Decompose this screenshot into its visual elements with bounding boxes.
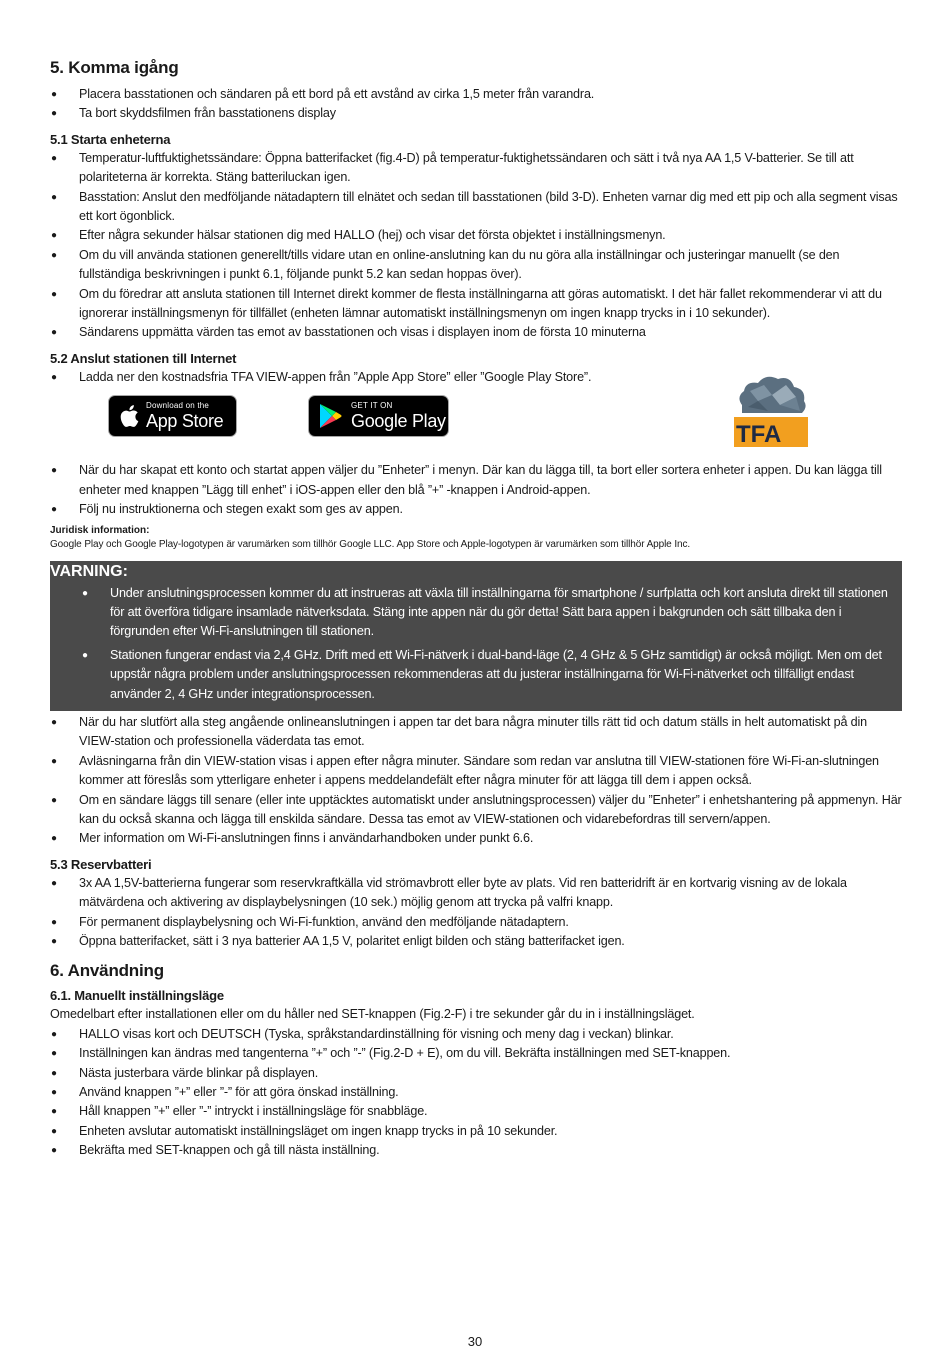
- tfa-logo-text: TFA: [736, 421, 782, 449]
- legal-title: Juridisk information:: [50, 524, 150, 536]
- section-5-list: [50, 85, 902, 124]
- list-item: ● HALLO visas kort och DEUTSCH (Tyska, språkstandardinställning för visning och meny dag i veckan) blinkar.: [50, 1025, 902, 1044]
- list-item: ● Basstation: Anslut den medföljande nätadaptern till elnätet och sedan till basstationen (bild 3-D). Enheten varnar dig med ett pip och alla segment visas ett kort ögonblick.: [50, 188, 902, 227]
- app-store-badge[interactable]: [108, 395, 237, 437]
- list-item: ● 3x AA 1,5V-batterierna fungerar som reservkraftkälla vid strömavbrott eller byte av plats. Vid ren batteridrift är en kortvarig visning av de lokala mätvärdena och aktivering av displaybelysningen (10 sek.) möjlig genom att trycka på valfri knapp.: [50, 874, 902, 913]
- list-item: ● För permanent displaybelysning och Wi-Fi-funktion, använd den medföljande nätadaptern.: [50, 913, 902, 932]
- list-item: ● När du har skapat ett konto och startat appen väljer du ”Enheter” i menyn. Där kan du lägga till, ta bort eller sortera enheter i appen. Du kan lägga till enheter med knappen ”Lägg till enhet” i iOS-appen eller den blå ”+” -knappen i Android-appen.: [50, 461, 902, 500]
- section-6-1-title: 6.1. Manuellt inställningsläge: [50, 988, 224, 1004]
- list-item: ● När du har slutfört alla steg angående onlineanslutningen i appen tar det bara några minuter tills rätt tid och datum ställs in helt automatiskt på din VIEW-station och professionella väderdata tas emot.: [50, 713, 902, 752]
- list-item: ● Efter några sekunder hälsar stationen dig med HALLO (hej) och visar det första objektet i inställningsmenyn.: [50, 226, 902, 245]
- app-store-small-label: Download on the: [146, 401, 210, 411]
- list-item: ● Nästa justerbara värde blinkar på displayen.: [50, 1064, 902, 1083]
- section-6-1-list: [50, 1025, 902, 1161]
- list-item: ● Öppna batterifacket, sätt i 3 nya batterier AA 1,5 V, polaritet enligt bilden och stäng batterifacket igen.: [50, 932, 902, 951]
- list-item: ● Mer information om Wi-Fi-anslutningen finns i användarhandboken under punkt 6.6.: [50, 829, 902, 848]
- list-item: ● Under anslutningsprocessen kommer du att instrueras att växla till inställningarna för smartphone / surfplatta och kort ansluta direkt till stationen för att överföra tidigare insamlade nätverksdata. Stäng inte appen när du gör detta! Sätt bara appen i bakgrunden och sätt tillbaka den i förgrunden efter Wi-Fi-anslutningen till stationen.: [50, 584, 902, 642]
- list-item: ● Håll knappen ”+” eller ”-” intryckt i inställningsläge för snabbläge.: [50, 1102, 902, 1121]
- list-item: ● Om en sändare läggs till senare (eller inte upptäcktes automatiskt under anslutningsprocessen) väljer du ”Enheter” i enhetshantering på appmenyn. Här kan du också skanna och lägga till enskilda sändare. Dessa tas emot av VIEW-stationen och vidarebefordras till servern/appen.: [50, 791, 902, 830]
- section-5-1-list: [50, 149, 902, 343]
- section-6-1-intro: Omedelbart efter installationen eller om du håller ned SET-knappen (Fig.2-F) i tre sekunder går du in i inställningsläget.: [50, 1007, 695, 1022]
- legal-text: Google Play och Google Play-logotypen är varumärken som tillhör Google LLC. App Store och Apple-logotypen är varumärken som tillhör Apple Inc.: [50, 538, 691, 550]
- list-item: ● Använd knappen ”+” eller ”-” för att göra önskad inställning.: [50, 1083, 902, 1102]
- list-item: ● Temperatur-luftfuktighetssändare: Öppna batterifacket (fig.4-D) på temperatur-fuktighetssändaren och sätt i två nya AA 1,5 V-batterier. Se till att polariteterna är korrekta. Stäng batteriluckan igen.: [50, 149, 902, 188]
- list-item: ● Sändarens uppmätta värden tas emot av basstationen och visas i displayen inom de första 10 minuterna: [50, 323, 902, 342]
- google-play-small-label: GET IT ON: [351, 401, 393, 411]
- list-item: ● Följ nu instruktionerna och stegen exakt som ges av appen.: [50, 500, 902, 519]
- google-play-logo-icon: [319, 403, 343, 429]
- after-warning-list: [50, 713, 902, 849]
- page-number: 30: [467, 1334, 483, 1349]
- list-item: ● Placera basstationen och sändaren på ett bord på ett avstånd av cirka 1,5 meter från varandra.: [50, 85, 902, 104]
- section-5-2-list-continued: [50, 461, 902, 519]
- section-5-3-title: 5.3 Reservbatteri: [50, 856, 152, 872]
- app-store-label: App Store: [146, 411, 224, 432]
- list-item: ● Avläsningarna från din VIEW-station visas i appen efter några minuter. Sändare som redan var anslutna till VIEW-stationen före Wi-Fi-an-slutningen kommer att föreslås som ytterligare enheter i appens meddelandefält efter några minuter för att lägga till dem i appen också.: [50, 752, 902, 791]
- list-item: ● Stationen fungerar endast via 2,4 GHz. Drift med ett Wi-Fi-nätverk i dual-band-läge (2, 4 GHz & 5 GHz samtidigt) är också möjligt. Men om det uppstår några problem under anslutningsprocessen rekommenderas att du justerar inställningarna för Wi-Fi-nätverket och tillfälligt endast använder 2, 4 GHz under integrationsprocessen.: [50, 646, 902, 704]
- section-5-3-list: [50, 874, 902, 952]
- section-5-title: 5. Komma igång: [50, 58, 179, 77]
- list-item: ● Enheten avslutar automatiskt inställningsläget om ingen knapp trycks in på 10 sekunder.: [50, 1122, 902, 1141]
- google-play-badge[interactable]: [308, 395, 449, 437]
- apple-logo-icon: [119, 404, 139, 428]
- list-item: ● Om du föredrar att ansluta stationen till Internet direkt kommer de flesta inställningarna att göras automatiskt. I det här fallet rekommenderar vi att du ignorerar inställningsmenyn för tillfället (enheten lämnar automatiskt inställningsmenyn om ingen knapp trycks in i 10 sekunder).: [50, 285, 902, 324]
- list-item: ● Om du vill använda stationen generellt/tills vidare utan en online-anslutning kan du nu göra alla inställningar och justeringar manuellt (se den fullständiga beskrivningen i punkt 6.1, följande punkt 5.2 kan sedan hoppas över).: [50, 246, 902, 285]
- manual-page: [50, 58, 902, 1161]
- warning-title: VARNING:: [50, 562, 128, 580]
- tfa-view-logo: [728, 371, 812, 455]
- warning-box: [50, 561, 902, 711]
- list-item: ● Inställningen kan ändras med tangenterna ”+” och ”-” (Fig.2-D + E), om du vill. Bekräfta inställningen med SET-knappen.: [50, 1044, 902, 1063]
- section-6-title: 6. Användning: [50, 961, 164, 981]
- list-item: ● Bekräfta med SET-knappen och gå till nästa inställning.: [50, 1141, 902, 1160]
- store-badges: [50, 389, 902, 461]
- section-5-2-title: 5.2 Anslut stationen till Internet: [50, 350, 237, 366]
- list-item: ● Ta bort skyddsfilmen från basstationens display: [50, 104, 902, 123]
- list-item: ● Ladda ner den kostnadsfria TFA VIEW-appen från ”Apple App Store” eller ”Google Play Store”.: [50, 368, 902, 387]
- google-play-label: Google Play: [351, 411, 446, 432]
- section-5-1-title: 5.1 Starta enheterna: [50, 131, 171, 147]
- warning-list: [50, 584, 902, 704]
